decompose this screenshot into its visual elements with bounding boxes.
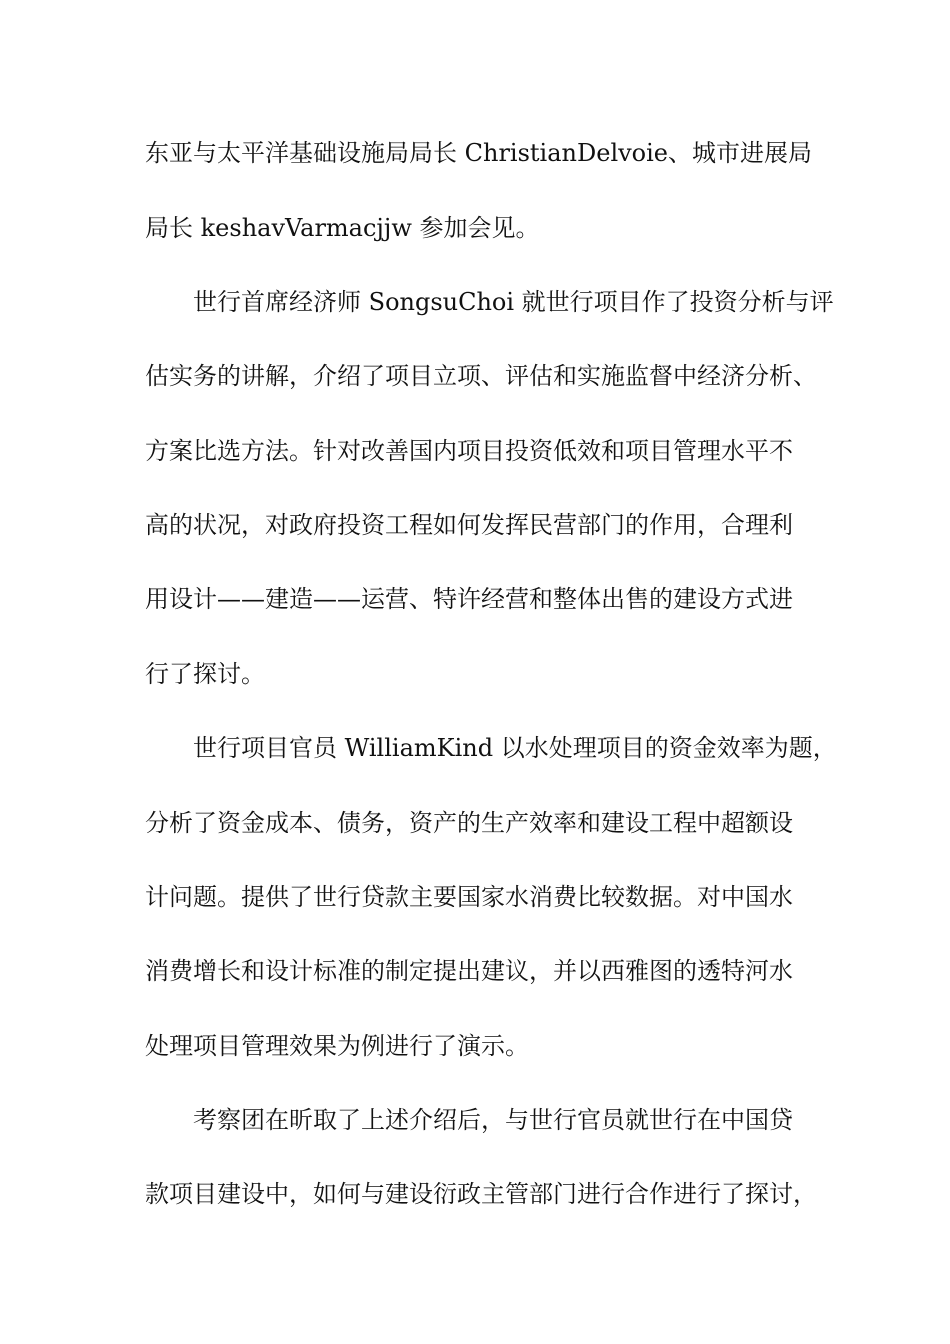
text-line: 方案比选方法。针对改善国内项目投资低效和项目管理水平不 — [145, 437, 793, 465]
paragraph-first-line: 世行项目官员 WilliamKind 以水处理项目的资金效率为题， — [193, 734, 837, 762]
text-line: 处理项目管理效果为例进行了演示。 — [145, 1032, 529, 1060]
paragraph-first-line: 考察团在昕取了上述介绍后，与世行官员就世行在中国贷 — [193, 1106, 793, 1134]
text-line: 局长 keshavVarmacjjw 参加会见。 — [145, 214, 540, 242]
text-line: 分析了资金成本、债务，资产的生产效率和建设工程中超额设 — [145, 809, 793, 837]
text-line: 用设计——建造——运营、特许经营和整体出售的建设方式进 — [145, 585, 793, 613]
text-line: 东亚与太平洋基础设施局局长 ChristianDelvoie、城市进展局 — [145, 139, 813, 167]
text-line: 高的状况，对政府投资工程如何发挥民营部门的作用，合理利 — [145, 511, 793, 539]
paragraph-first-line: 世行首席经济师 SongsuChoi 就世行项目作了投资分析与评 — [193, 288, 834, 316]
text-line: 款项目建设中，如何与建设衍政主管部门进行合作进行了探讨， — [145, 1180, 817, 1208]
text-line: 行了探讨。 — [145, 660, 265, 688]
text-line: 计问题。提供了世行贷款主要国家水消费比较数据。对中国水 — [145, 883, 793, 911]
text-line: 估实务的讲解，介绍了项目立项、评估和实施监督中经济分析、 — [145, 362, 817, 390]
text-line: 消费增长和设计标准的制定提出建议，并以西雅图的透特河水 — [145, 957, 793, 985]
